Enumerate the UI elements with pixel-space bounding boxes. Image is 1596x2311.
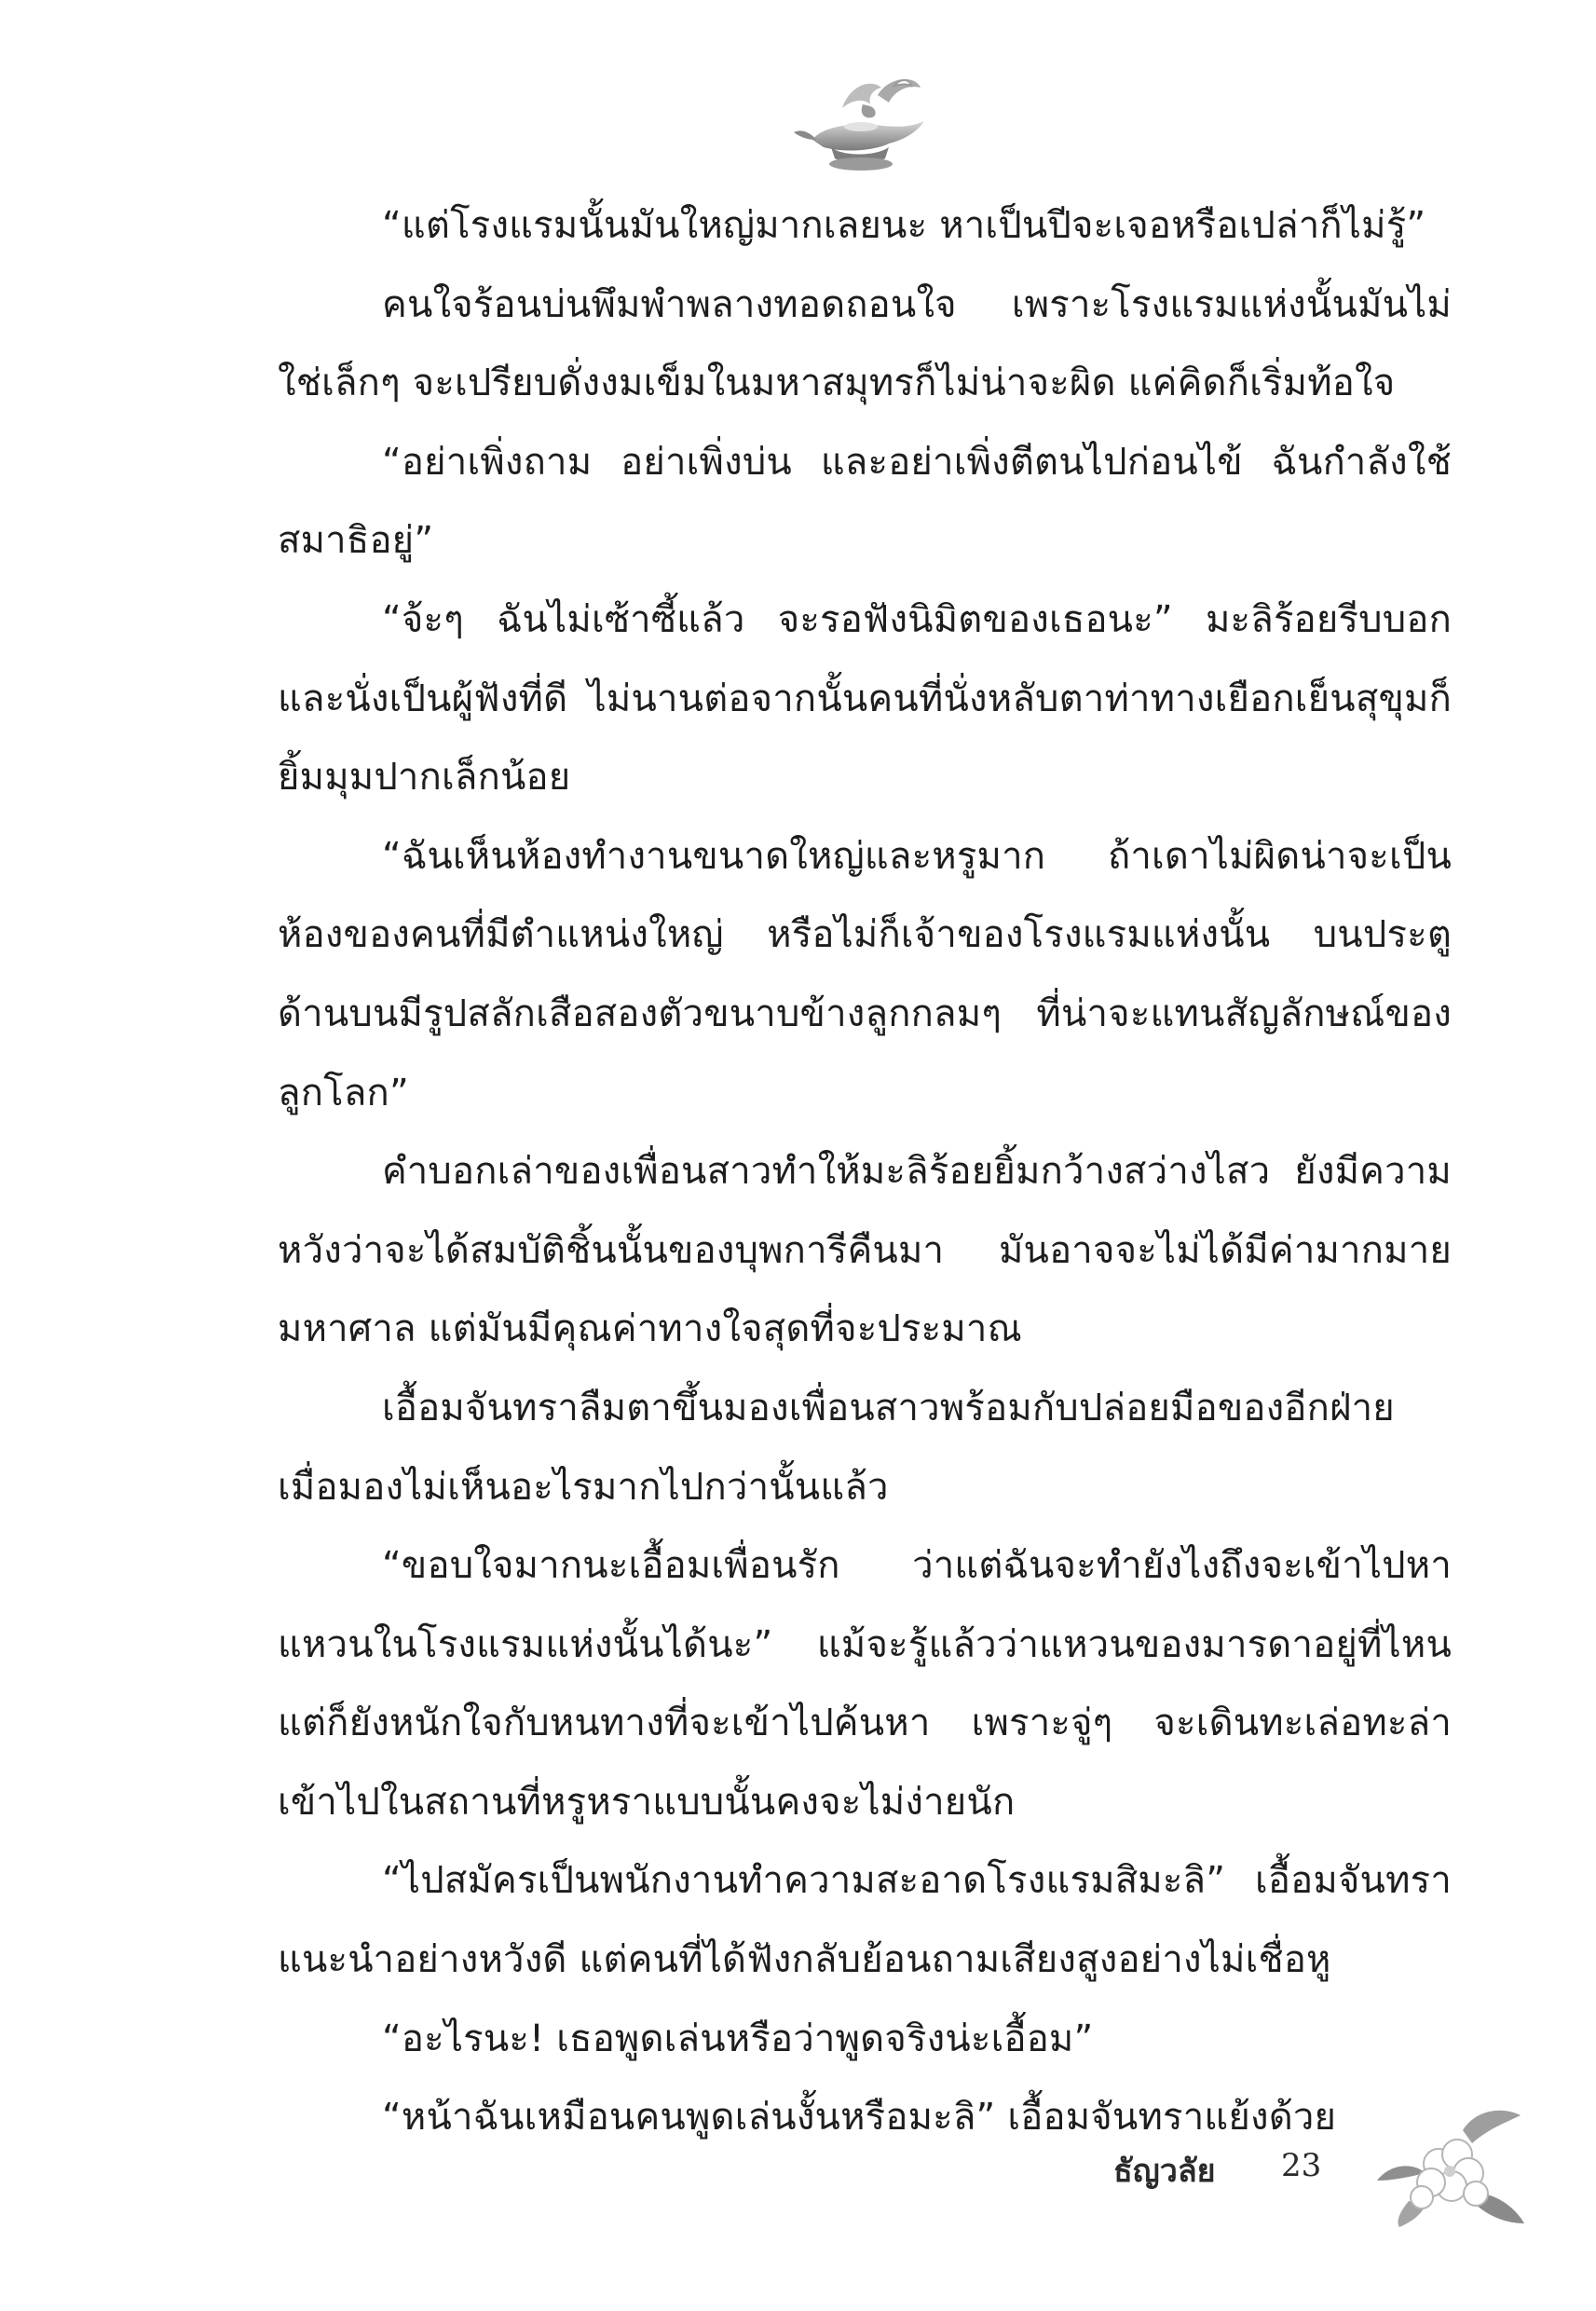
paragraph: “อย่าเพิ่งถาม อย่าเพิ่งบ่น และอย่าเพิ่งตีตนไปก่อนไข้ ฉันกำลังใช้สมาธิอยู่”: [278, 440, 1452, 563]
magic-lamp-icon: [784, 67, 943, 177]
paragraph: เอื้อมจันทราลืมตาขึ้นมองเพื่อนสาวพร้อมกับปล่อยมือของอีกฝ่ายเมื่อมองไม่เห็นอะไรมากไปกว่านั้นแล้ว: [278, 1386, 1395, 1509]
paragraph: “ฉันเห็นห้องทำงานขนาดใหญ่และหรูมาก ถ้าเดาไม่ผิดน่าจะเป็นห้องของคนที่มีตำแหน่งใหญ่ หรือไม่ก็เจ้าของโรงแรมแห่งนั้น บนประตูด้านบนมีรูปสลักเสือสองตัวขนาบข้างลูกกลมๆ ที่น่าจะแทนสัญลักษณ์ของลูกโลก”: [278, 834, 1452, 1114]
paragraph: คำบอกเล่าของเพื่อนสาวทำให้มะลิร้อยยิ้มกว้างสว่างไสว ยังมีความหวังว่าจะได้สมบัติชิ้นนั้นของบุพการีคืนมา มันอาจจะไม่ได้มีค่ามากมายมหาศาล แต่มันมีคุณค่าทางใจสุดที่จะประมาณ: [278, 1150, 1452, 1351]
paragraph: “ขอบใจมากนะเอื้อมเพื่อนรัก ว่าแต่ฉันจะทำยังไงถึงจะเข้าไปหาแหวนในโรงแรมแห่งนั้นได้นะ” แม้จะรู้แล้วว่าแหวนของมารดาอยู่ที่ไหนแต่ก็ยังหนักใจกับหนทางที่จะเข้าไปค้นหา เพราะจู่ๆ จะเดินทะเล่อทะล่าเข้าไปในสถานที่หรูหราแบบนั้นคงจะไม่ง่ายนัก: [278, 1544, 1452, 1824]
page-number: 23: [1281, 2147, 1322, 2184]
body-text: [278, 186, 1452, 2157]
paragraph: “หน้าฉันเหมือนคนพูดเล่นงั้นหรือมะลิ” เอื้อมจันทราแย้งด้วย: [382, 2096, 1337, 2140]
paragraph: คนใจร้อนบ่นพึมพำพลางทอดถอนใจ เพราะโรงแรมแห่งนั้นมันไม่ใช่เล็กๆ จะเปรียบดั่งงมเข็มในมหาสมุทรก็ไม่น่าจะผิด แค่คิดก็เริ่มท้อใจ: [278, 282, 1452, 405]
paragraph: “ไปสมัครเป็นพนักงานทำความสะอาดโรงแรมสิมะลิ” เอื้อมจันทราแนะนำอย่างหวังดี แต่คนที่ได้ฟังกลับย้อนถามเสียงสูงอย่างไม่เชื่อหู: [278, 1859, 1452, 1982]
paragraph: “อะไรนะ! เธอพูดเล่นหรือว่าพูดจริงน่ะเอื้อม”: [382, 2017, 1094, 2060]
author-name: ธัญวลัย: [1113, 2153, 1216, 2190]
paragraph: “แต่โรงแรมนั้นมันใหญ่มากเลยนะ หาเป็นปีจะเจอหรือเปล่าก็ไม่รู้”: [382, 204, 1426, 247]
jasmine-flower-icon: [1371, 2108, 1530, 2229]
paragraph: “จ้ะๆ ฉันไม่เซ้าซี้แล้ว จะรอฟังนิมิตของเธอนะ” มะลิร้อยรีบบอกและนั่งเป็นผู้ฟังที่ดี ไม่นานต่อจากนั้นคนที่นั่งหลับตาท่าทางเยือกเย็นสุขุมก็ยิ้มมุมปากเล็กน้อย: [278, 597, 1452, 800]
